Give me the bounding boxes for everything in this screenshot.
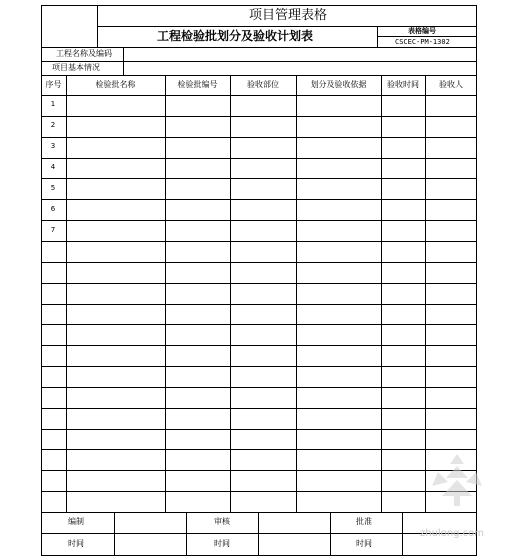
table-row-line [41, 283, 477, 284]
footer-top-line [41, 512, 477, 513]
table-row-line [41, 304, 477, 305]
col-line-1 [66, 75, 67, 512]
table-row-line [41, 345, 477, 346]
watermark-text: zhulong.com [420, 528, 485, 539]
row-number: 3 [50, 142, 56, 150]
form-no-value: CSCEC-PM-1302 [395, 38, 450, 46]
footer-prepared-label: 编制 [68, 517, 84, 526]
footer-time-label-1: 时间 [68, 539, 84, 548]
table-row-line [41, 262, 477, 263]
form-subtitle: 工程检验批划分及验收计划表 [157, 29, 314, 43]
row-number: 1 [50, 100, 56, 108]
table-row-line [41, 137, 477, 138]
table-row-line [41, 158, 477, 159]
info-value-border [123, 47, 124, 75]
col-header-basis: 划分及验收依据 [310, 80, 367, 89]
footer-time-label-2: 时间 [214, 539, 230, 548]
table-row-line [41, 366, 477, 367]
table-row-line [41, 470, 477, 471]
col-line-3 [230, 75, 231, 512]
project-name-label: 工程名称及编码 [56, 49, 112, 58]
footer-col-3 [258, 512, 259, 556]
col-line-2 [165, 75, 166, 512]
footer-col-4 [330, 512, 331, 556]
col-line-4 [296, 75, 297, 512]
header-bottom-line [41, 95, 477, 96]
watermark-logo-icon [428, 452, 486, 510]
table-row-line [41, 116, 477, 117]
row-number: 6 [50, 205, 56, 213]
form-no-label: 表格编号 [408, 27, 436, 35]
row-number: 2 [50, 121, 56, 129]
footer-divider [41, 533, 477, 534]
table-row-line [41, 387, 477, 388]
title-left-border [97, 5, 98, 47]
table-row-line [41, 241, 477, 242]
row-number: 7 [50, 226, 56, 234]
form-title: 项目管理表格 [249, 8, 328, 23]
table-row-line [41, 220, 477, 221]
row-number: 4 [50, 163, 56, 171]
footer-approved-label: 批准 [356, 517, 372, 526]
footer-col-2 [186, 512, 187, 556]
col-line-6 [425, 75, 426, 512]
row-number: 5 [50, 184, 56, 192]
footer-col-1 [114, 512, 115, 556]
footer-time-label-3: 时间 [356, 539, 372, 548]
footer-reviewed-label: 审核 [214, 517, 230, 526]
col-header-location: 验收部位 [247, 80, 279, 89]
table-row-line [41, 449, 477, 450]
col-header-name: 检验批名称 [95, 80, 136, 89]
table-row-line [41, 408, 477, 409]
title-bottom-line [41, 47, 477, 48]
col-line-5 [381, 75, 382, 512]
col-header-time: 验收时间 [387, 80, 419, 89]
table-row-line [41, 429, 477, 430]
table-top-line [41, 75, 477, 76]
col-header-code: 检验批编号 [177, 80, 218, 89]
footer-col-5 [402, 512, 403, 556]
table-row-line [41, 491, 477, 492]
col-header-seq: 序号 [45, 80, 62, 89]
table-row-line [41, 324, 477, 325]
info-divider [41, 61, 477, 62]
project-info-label: 项目基本情况 [52, 63, 100, 72]
col-header-inspector: 验收人 [439, 80, 463, 89]
form-no-divider [377, 36, 477, 37]
table-row-line [41, 199, 477, 200]
table-row-line [41, 178, 477, 179]
